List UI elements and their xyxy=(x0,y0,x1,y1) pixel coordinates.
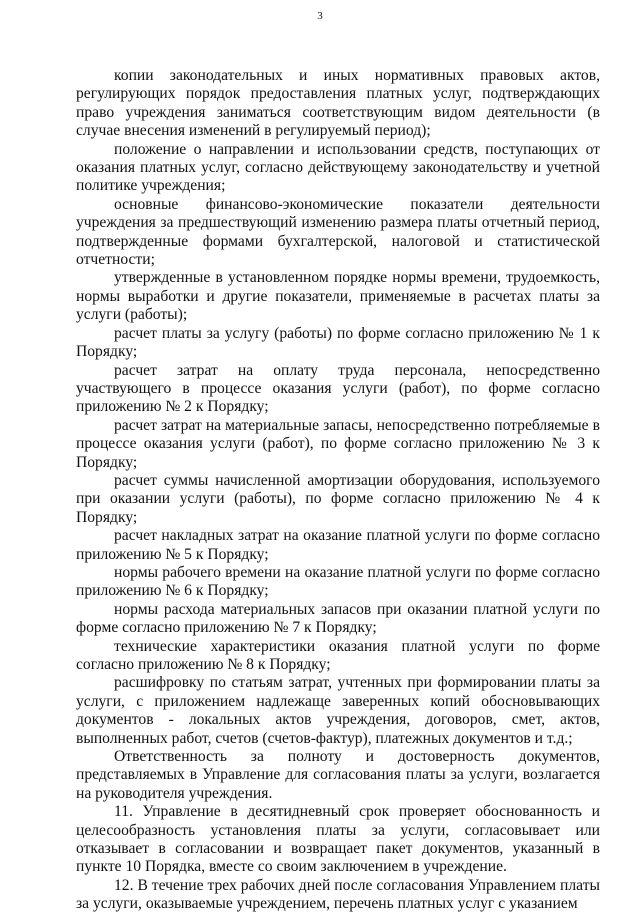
paragraph-appendix-5: расчет накладных затрат на оказание платной услуги по форме согласно приложению № 5 к Порядку; xyxy=(76,527,600,563)
page-number: 3 xyxy=(317,10,323,22)
document-body xyxy=(76,67,600,914)
paragraph-item-11: 11. Управление в десятидневный срок проверяет обоснованность и целесообразность установления платы за услуги, согласовывает или отказывает в согласовании и возвращает пакет документов, указанный в пункте 10 Порядка, вместе со своим заключением в учреждение. xyxy=(76,803,600,876)
paragraph-appendix-3: расчет затрат на материальные запасы, непосредственно потребляемые в процессе оказания услуги (работ), по форме согласно приложению № 3 к Порядку; xyxy=(76,416,600,471)
paragraph-appendix-8: технические характеристики оказания платной услуги по форме согласно приложению № 8 к Порядку; xyxy=(76,637,600,673)
paragraph-appendix-7: нормы расхода материальных запасов при оказании платной услуги по форме согласно приложению № 7 к Порядку; xyxy=(76,600,600,637)
paragraph-appendix-4: расчет суммы начисленной амортизации оборудования, используемого при оказании услуги (работы), по форме согласно приложению № 4 к Порядку; xyxy=(76,471,600,526)
paragraph-time-norms: утвержденные в установленном порядке нормы времени, трудоемкость, нормы выработки и другие показатели, применяемые в расчетах платы за услуги (работы); xyxy=(76,269,600,324)
paragraph-cost-breakdown: расшифровку по статьям затрат, учтенных при формировании платы за услуги, с приложением надлежаще заверенных копий обосновывающих документов - локальных актов учреждения, договоров, смет, актов, выполненных работ, счетов (счетов-фактур), платежных документов и т.д.; xyxy=(76,674,600,747)
paragraph-financial-indicators: основные финансово-экономические показатели деятельности учреждения за предшествующий изменению размера платы отчетный период, подтвержденные формами бухгалтерской, налоговой и статистической отчетности; xyxy=(76,195,600,269)
paragraph-appendix-6: нормы рабочего времени на оказание платной услуги по форме согласно приложению № 6 к Порядку; xyxy=(76,563,600,600)
paragraph-responsibility: Ответственность за полноту и достоверность документов, представляемых в Управление для согласования платы за услуги, возлагается на руководителя учреждения. xyxy=(76,748,600,802)
paragraph-appendix-1: расчет платы за услугу (работы) по форме согласно приложению № 1 к Порядку; xyxy=(76,324,600,361)
paragraph-funds-regulation: положение о направлении и использовании средств, поступающих от оказания платных услуг, согласно действующему законодательству и учетной политике учреждения; xyxy=(76,140,600,195)
paragraph-copies-of-acts: копии законодательных и иных нормативных правовых актов, регулирующих порядок предоставления платных услуг, подтверждающих право учреждения заниматься соответствующим видом деятельности (в случае внесения изменений в регулируемый период); xyxy=(76,67,600,140)
paragraph-appendix-2: расчет затрат на оплату труда персонала, непосредственно участвующего в процессе оказания услуги (работ), по форме согласно приложению № 2 к Порядку; xyxy=(76,361,600,416)
paragraph-item-12: 12. В течение трех рабочих дней после согласования Управлением платы за услуги, оказываемые учреждением, перечень платных услуг с указанием xyxy=(76,876,600,913)
